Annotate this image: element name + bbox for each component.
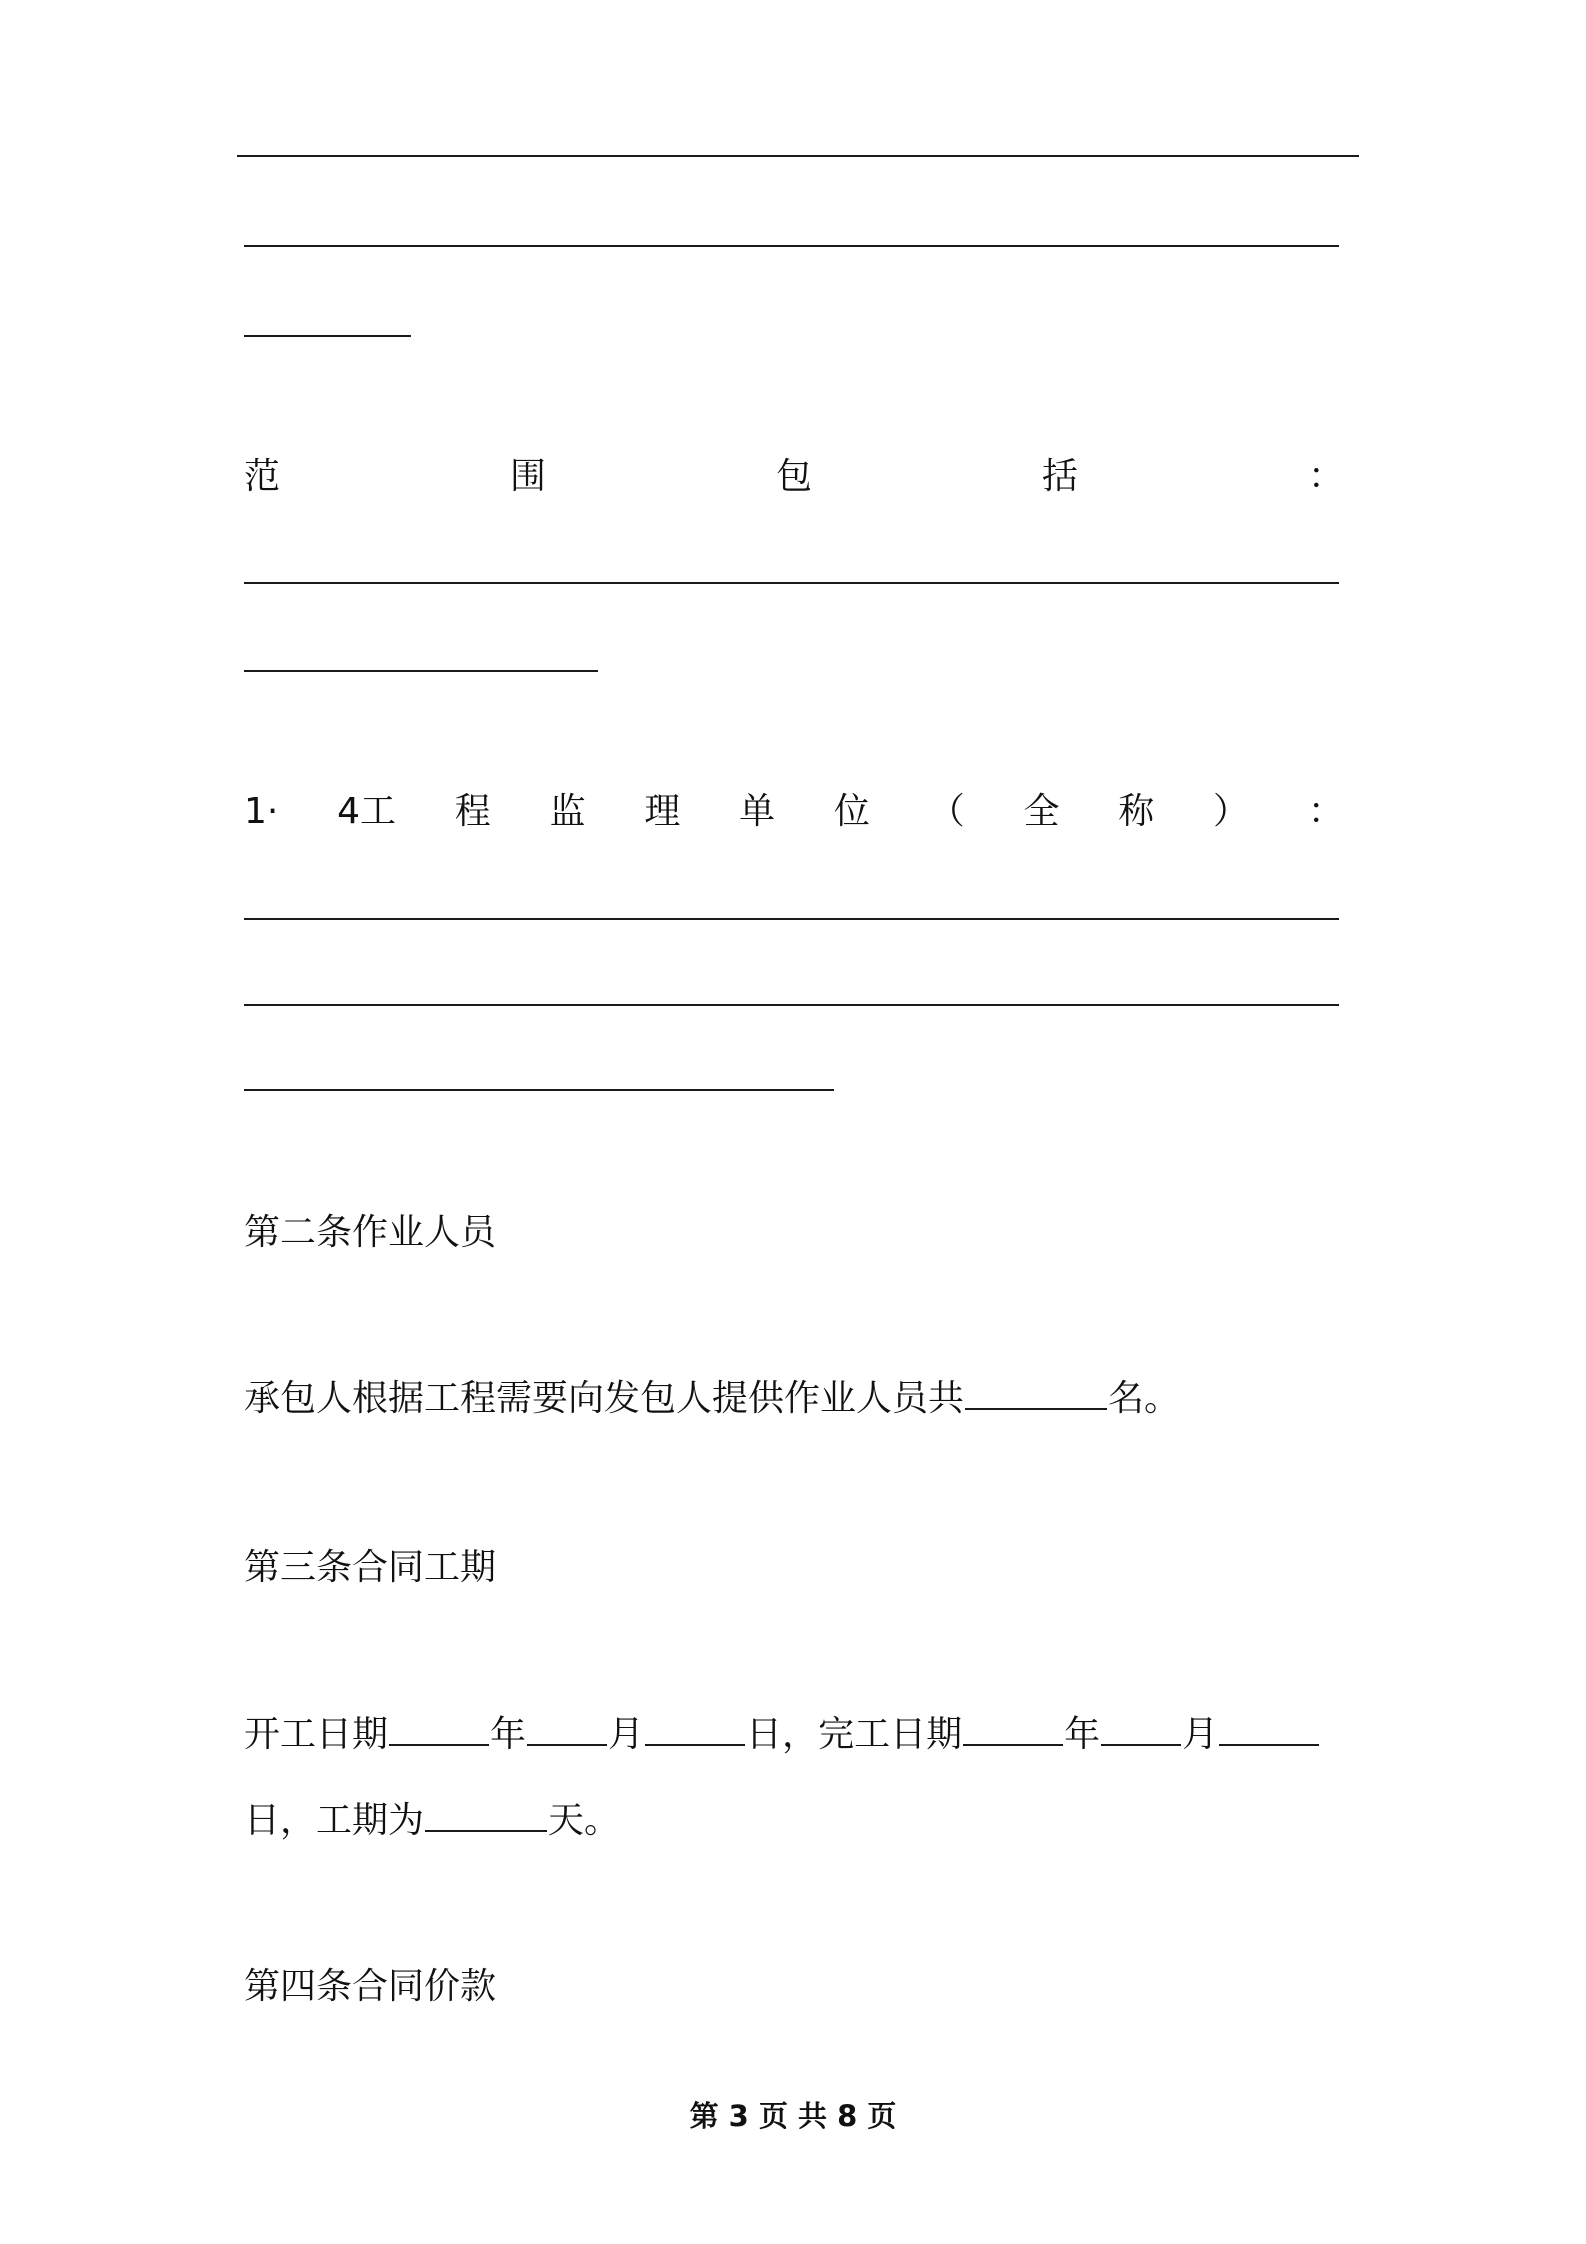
supervisor-char: 称 — [1118, 791, 1155, 832]
supervisor-char: 单 — [739, 791, 776, 832]
supervisor-char: 监 — [549, 791, 586, 832]
end-month-blank — [1101, 1714, 1181, 1746]
end-day-unit: 日， — [244, 1800, 317, 1841]
scope-char: 围 — [509, 456, 546, 497]
supervisor-char: 程 — [454, 791, 491, 832]
duration-blank — [425, 1800, 547, 1832]
article-2-text-before: 承包人根据工程需要向发包人提供作业人员共 — [244, 1378, 965, 1419]
article-2-text-after: 名。 — [1108, 1378, 1181, 1419]
end-month-unit: 月 — [1182, 1714, 1219, 1755]
end-year-unit: 年 — [1064, 1714, 1101, 1755]
scope-label — [244, 455, 1344, 499]
supervisor-char: ） — [1213, 791, 1250, 832]
article-2-text — [244, 1377, 1180, 1421]
duration-label: 工期为 — [316, 1800, 425, 1841]
supervisor-char: ： — [1307, 791, 1344, 832]
blank-line — [244, 245, 1339, 247]
start-date-label: 开工日期 — [244, 1714, 389, 1755]
header-rule — [237, 155, 1359, 157]
article-3-heading: 第三条合同工期 — [244, 1547, 497, 1588]
scope-char: ： — [1307, 456, 1344, 497]
supervisor-char: 位 — [833, 791, 870, 832]
schedule-line-2 — [244, 1799, 620, 1843]
blank-line — [244, 918, 1339, 920]
end-day-blank — [1219, 1714, 1319, 1746]
start-month-blank — [527, 1714, 607, 1746]
supervisor-label — [244, 790, 1344, 834]
start-month-unit: 月 — [608, 1714, 645, 1755]
supervisor-char: 1· — [244, 791, 279, 832]
start-year-unit: 年 — [490, 1714, 527, 1755]
duration-unit: 天。 — [548, 1800, 621, 1841]
start-day-blank — [645, 1714, 745, 1746]
schedule-line-1 — [244, 1713, 1320, 1757]
supervisor-char: （ — [928, 791, 965, 832]
article-4-heading: 第四条合同价款 — [244, 1966, 497, 2007]
end-date-label: 完工日期 — [818, 1714, 963, 1755]
scope-char: 包 — [775, 456, 812, 497]
scope-char: 范 — [244, 456, 281, 497]
blank-line — [244, 335, 411, 337]
supervisor-char: 4工 — [337, 791, 397, 832]
start-year-blank — [389, 1714, 489, 1746]
workers-count-blank — [965, 1378, 1107, 1410]
supervisor-char: 全 — [1023, 791, 1060, 832]
blank-line — [244, 1004, 1339, 1006]
supervisor-char: 理 — [644, 791, 681, 832]
page-footer: 第 3 页 共 8 页 — [689, 2099, 897, 2133]
scope-char: 括 — [1041, 456, 1078, 497]
start-day-unit: 日， — [746, 1714, 819, 1755]
article-2-heading: 第二条作业人员 — [244, 1212, 497, 1253]
blank-line — [244, 670, 598, 672]
end-year-blank — [963, 1714, 1063, 1746]
blank-line — [244, 1089, 834, 1091]
blank-line — [244, 582, 1339, 584]
